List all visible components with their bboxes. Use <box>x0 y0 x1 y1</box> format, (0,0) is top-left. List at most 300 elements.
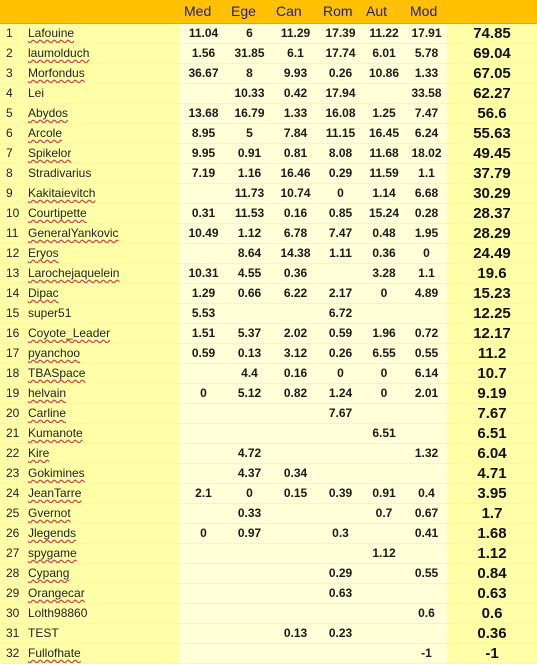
cell-mod[interactable]: 1.1 <box>406 164 447 184</box>
cell-med[interactable]: 1.29 <box>180 284 227 304</box>
cell-med[interactable]: 2.1 <box>180 484 227 504</box>
cell-med[interactable]: 1.51 <box>180 324 227 344</box>
cell-mod[interactable]: 1.1 <box>406 264 447 284</box>
cell-player-name[interactable]: Kakitaievitch <box>28 184 180 204</box>
cell-med[interactable] <box>180 444 227 464</box>
cell-aut[interactable] <box>362 624 406 644</box>
cell-ege[interactable] <box>227 404 272 424</box>
cell-rom[interactable] <box>319 604 362 624</box>
cell-rom[interactable]: 0.26 <box>319 344 362 364</box>
cell-can[interactable]: 0.42 <box>272 84 319 104</box>
cell-total[interactable]: 1.68 <box>447 524 537 544</box>
header-ege[interactable]: Ege <box>227 0 272 24</box>
cell-total[interactable]: 49.45 <box>447 144 537 164</box>
cell-rom[interactable]: 0.29 <box>319 164 362 184</box>
cell-ege[interactable] <box>227 584 272 604</box>
cell-rom[interactable]: 0.85 <box>319 204 362 224</box>
cell-can[interactable] <box>272 424 319 444</box>
cell-rank[interactable]: 19 <box>0 384 28 404</box>
cell-total[interactable]: 11.2 <box>447 344 537 364</box>
cell-mod[interactable]: 2.01 <box>406 384 447 404</box>
cell-rank[interactable]: 16 <box>0 324 28 344</box>
cell-total[interactable]: 55.63 <box>447 124 537 144</box>
cell-aut[interactable]: 1.12 <box>362 544 406 564</box>
cell-aut[interactable]: 10.86 <box>362 64 406 84</box>
cell-aut[interactable] <box>362 84 406 104</box>
cell-rom[interactable] <box>319 424 362 444</box>
cell-mod[interactable] <box>406 624 447 644</box>
cell-med[interactable] <box>180 84 227 104</box>
cell-rank[interactable]: 25 <box>0 504 28 524</box>
cell-can[interactable]: 10.74 <box>272 184 319 204</box>
cell-rom[interactable] <box>319 464 362 484</box>
cell-player-name[interactable]: TBASpace <box>28 364 180 384</box>
cell-rom[interactable]: 0.23 <box>319 624 362 644</box>
cell-med[interactable] <box>180 604 227 624</box>
cell-player-name[interactable]: Courtipette <box>28 204 180 224</box>
cell-rank[interactable]: 20 <box>0 404 28 424</box>
cell-can[interactable]: 0.34 <box>272 464 319 484</box>
cell-total[interactable]: 10.7 <box>447 364 537 384</box>
cell-mod[interactable]: 0.72 <box>406 324 447 344</box>
cell-rom[interactable]: 6.72 <box>319 304 362 324</box>
cell-can[interactable]: 0.36 <box>272 264 319 284</box>
cell-player-name[interactable]: Lei <box>28 84 180 104</box>
cell-rank[interactable]: 11 <box>0 224 28 244</box>
cell-mod[interactable]: 6.68 <box>406 184 447 204</box>
cell-can[interactable] <box>272 304 319 324</box>
cell-can[interactable] <box>272 524 319 544</box>
cell-med[interactable]: 1.56 <box>180 44 227 64</box>
cell-can[interactable] <box>272 444 319 464</box>
cell-med[interactable]: 0 <box>180 384 227 404</box>
cell-can[interactable] <box>272 604 319 624</box>
cell-med[interactable] <box>180 464 227 484</box>
cell-aut[interactable] <box>362 524 406 544</box>
cell-rom[interactable]: 1.24 <box>319 384 362 404</box>
cell-total[interactable]: 67.05 <box>447 64 537 84</box>
cell-ege[interactable]: 10.33 <box>227 84 272 104</box>
cell-aut[interactable]: 0.48 <box>362 224 406 244</box>
cell-total[interactable]: 69.04 <box>447 44 537 64</box>
cell-mod[interactable]: 6.24 <box>406 124 447 144</box>
cell-mod[interactable]: 0.55 <box>406 344 447 364</box>
cell-rom[interactable] <box>319 544 362 564</box>
cell-med[interactable] <box>180 404 227 424</box>
cell-rom[interactable] <box>319 644 362 664</box>
cell-rank[interactable]: 15 <box>0 304 28 324</box>
cell-player-name[interactable]: Cypang <box>28 564 180 584</box>
cell-total[interactable]: 12.25 <box>447 304 537 324</box>
cell-total[interactable]: 28.37 <box>447 204 537 224</box>
header-med[interactable]: Med <box>180 0 227 24</box>
cell-med[interactable]: 0.31 <box>180 204 227 224</box>
cell-med[interactable]: 9.95 <box>180 144 227 164</box>
cell-total[interactable]: 56.6 <box>447 104 537 124</box>
cell-rank[interactable]: 8 <box>0 164 28 184</box>
cell-rom[interactable]: 17.39 <box>319 24 362 44</box>
cell-rom[interactable]: 7.47 <box>319 224 362 244</box>
cell-ege[interactable]: 8 <box>227 64 272 84</box>
cell-med[interactable]: 8.95 <box>180 124 227 144</box>
cell-mod[interactable]: 1.32 <box>406 444 447 464</box>
cell-ege[interactable]: 0.33 <box>227 504 272 524</box>
cell-mod[interactable]: 1.95 <box>406 224 447 244</box>
cell-total[interactable]: 1.12 <box>447 544 537 564</box>
cell-rank[interactable]: 26 <box>0 524 28 544</box>
cell-can[interactable] <box>272 504 319 524</box>
cell-mod[interactable]: 0.41 <box>406 524 447 544</box>
cell-med[interactable]: 0.59 <box>180 344 227 364</box>
cell-player-name[interactable]: JeanTarre <box>28 484 180 504</box>
cell-med[interactable] <box>180 184 227 204</box>
cell-can[interactable]: 16.46 <box>272 164 319 184</box>
cell-aut[interactable]: 3.28 <box>362 264 406 284</box>
cell-player-name[interactable]: Jlegends <box>28 524 180 544</box>
cell-ege[interactable] <box>227 644 272 664</box>
cell-rank[interactable]: 18 <box>0 364 28 384</box>
cell-can[interactable]: 6.22 <box>272 284 319 304</box>
cell-rom[interactable]: 0 <box>319 184 362 204</box>
cell-player-name[interactable]: Stradivarius <box>28 164 180 184</box>
cell-aut[interactable] <box>362 584 406 604</box>
cell-player-name[interactable]: Kumanote <box>28 424 180 444</box>
cell-rank[interactable]: 29 <box>0 584 28 604</box>
cell-rank[interactable]: 32 <box>0 644 28 664</box>
cell-rank[interactable]: 13 <box>0 264 28 284</box>
cell-ege[interactable]: 16.79 <box>227 104 272 124</box>
cell-aut[interactable] <box>362 644 406 664</box>
cell-rank[interactable]: 4 <box>0 84 28 104</box>
cell-rom[interactable] <box>319 444 362 464</box>
cell-ege[interactable] <box>227 544 272 564</box>
cell-mod[interactable]: 0.6 <box>406 604 447 624</box>
cell-mod[interactable] <box>406 424 447 444</box>
cell-player-name[interactable]: Lafouine <box>28 24 180 44</box>
cell-total[interactable]: 9.19 <box>447 384 537 404</box>
cell-rank[interactable]: 30 <box>0 604 28 624</box>
cell-aut[interactable]: 11.59 <box>362 164 406 184</box>
cell-mod[interactable]: 0.55 <box>406 564 447 584</box>
cell-aut[interactable]: 0.36 <box>362 244 406 264</box>
cell-rank[interactable]: 23 <box>0 464 28 484</box>
table-row <box>0 264 537 284</box>
cell-rom[interactable]: 16.08 <box>319 104 362 124</box>
cell-ege[interactable] <box>227 604 272 624</box>
cell-rank[interactable]: 12 <box>0 244 28 264</box>
cell-aut[interactable] <box>362 404 406 424</box>
cell-rank[interactable]: 28 <box>0 564 28 584</box>
cell-total[interactable]: 19.6 <box>447 264 537 284</box>
cell-total[interactable]: 74.85 <box>447 24 537 44</box>
cell-ege[interactable] <box>227 424 272 444</box>
cell-can[interactable] <box>272 644 319 664</box>
cell-ege[interactable]: 11.53 <box>227 204 272 224</box>
cell-total[interactable]: 1.7 <box>447 504 537 524</box>
cell-mod[interactable]: 5.78 <box>406 44 447 64</box>
cell-rom[interactable]: 0.39 <box>319 484 362 504</box>
cell-total[interactable]: 24.49 <box>447 244 537 264</box>
cell-med[interactable]: 13.68 <box>180 104 227 124</box>
cell-can[interactable]: 9.93 <box>272 64 319 84</box>
cell-aut[interactable]: 16.45 <box>362 124 406 144</box>
cell-player-name[interactable]: spygame <box>28 544 180 564</box>
cell-aut[interactable]: 0 <box>362 284 406 304</box>
cell-aut[interactable]: 6.51 <box>362 424 406 444</box>
cell-aut[interactable]: 1.96 <box>362 324 406 344</box>
cell-aut[interactable] <box>362 564 406 584</box>
cell-player-name[interactable]: Lolth98860 <box>28 604 180 624</box>
cell-med[interactable]: 11.04 <box>180 24 227 44</box>
cell-player-name[interactable]: Morfondus <box>28 64 180 84</box>
cell-ege[interactable]: 4.55 <box>227 264 272 284</box>
cell-ege[interactable]: 5 <box>227 124 272 144</box>
cell-ege[interactable]: 6 <box>227 24 272 44</box>
cell-aut[interactable]: 0 <box>362 384 406 404</box>
cell-rank[interactable]: 17 <box>0 344 28 364</box>
cell-aut[interactable]: 6.01 <box>362 44 406 64</box>
cell-med[interactable] <box>180 364 227 384</box>
cell-rom[interactable] <box>319 264 362 284</box>
cell-rank[interactable]: 31 <box>0 624 28 644</box>
cell-rom[interactable]: 8.08 <box>319 144 362 164</box>
cell-ege[interactable] <box>227 624 272 644</box>
cell-player-name[interactable]: laumolduch <box>28 44 180 64</box>
cell-rank[interactable]: 21 <box>0 424 28 444</box>
cell-can[interactable]: 7.84 <box>272 124 319 144</box>
cell-rank[interactable]: 22 <box>0 444 28 464</box>
cell-can[interactable]: 0.16 <box>272 364 319 384</box>
cell-mod[interactable]: 0.28 <box>406 204 447 224</box>
header-mod[interactable]: Mod <box>406 0 447 24</box>
cell-can[interactable]: 14.38 <box>272 244 319 264</box>
cell-rank[interactable]: 14 <box>0 284 28 304</box>
table-row <box>0 84 537 104</box>
cell-mod[interactable]: -1 <box>406 644 447 664</box>
table-row <box>0 504 537 524</box>
cell-ege[interactable] <box>227 304 272 324</box>
cell-aut[interactable]: 11.68 <box>362 144 406 164</box>
cell-med[interactable] <box>180 624 227 644</box>
cell-rom[interactable]: 0.26 <box>319 64 362 84</box>
cell-ege[interactable]: 31.85 <box>227 44 272 64</box>
cell-aut[interactable]: 1.25 <box>362 104 406 124</box>
cell-total[interactable]: 0.36 <box>447 624 537 644</box>
cell-total[interactable]: 28.29 <box>447 224 537 244</box>
cell-player-name[interactable]: super51 <box>28 304 180 324</box>
cell-aut[interactable]: 0.91 <box>362 484 406 504</box>
cell-med[interactable]: 7.19 <box>180 164 227 184</box>
cell-total[interactable]: 37.79 <box>447 164 537 184</box>
cell-total[interactable]: -1 <box>447 644 537 664</box>
cell-total[interactable]: 62.27 <box>447 84 537 104</box>
cell-total[interactable]: 0.84 <box>447 564 537 584</box>
cell-med[interactable] <box>180 504 227 524</box>
cell-mod[interactable] <box>406 584 447 604</box>
cell-player-name[interactable]: Fullofhate <box>28 644 180 664</box>
cell-rank[interactable]: 3 <box>0 64 28 84</box>
cell-mod[interactable] <box>406 544 447 564</box>
cell-can[interactable] <box>272 544 319 564</box>
cell-player-name[interactable]: TEST <box>28 624 180 644</box>
cell-total[interactable]: 0.6 <box>447 604 537 624</box>
cell-rom[interactable]: 0.29 <box>319 564 362 584</box>
cell-player-name[interactable]: Larochejaquelein <box>28 264 180 284</box>
cell-rank[interactable]: 27 <box>0 544 28 564</box>
cell-rank[interactable]: 6 <box>0 124 28 144</box>
cell-player-name[interactable]: Gvernot <box>28 504 180 524</box>
cell-med[interactable]: 36.67 <box>180 64 227 84</box>
cell-player-name[interactable]: Spikelor <box>28 144 180 164</box>
cell-player-name[interactable]: Abydos <box>28 104 180 124</box>
cell-med[interactable] <box>180 424 227 444</box>
cell-mod[interactable] <box>406 464 447 484</box>
cell-mod[interactable]: 0.4 <box>406 484 447 504</box>
cell-mod[interactable]: 0 <box>406 244 447 264</box>
cell-rom[interactable]: 11.15 <box>319 124 362 144</box>
cell-mod[interactable]: 7.47 <box>406 104 447 124</box>
cell-aut[interactable] <box>362 444 406 464</box>
cell-rom[interactable]: 1.11 <box>319 244 362 264</box>
cell-total[interactable]: 6.04 <box>447 444 537 464</box>
cell-can[interactable]: 1.33 <box>272 104 319 124</box>
cell-can[interactable]: 3.12 <box>272 344 319 364</box>
cell-total[interactable]: 12.17 <box>447 324 537 344</box>
cell-player-name[interactable]: Coyote_Leader <box>28 324 180 344</box>
cell-ege[interactable]: 11.73 <box>227 184 272 204</box>
cell-can[interactable] <box>272 404 319 424</box>
cell-ege[interactable]: 0.13 <box>227 344 272 364</box>
cell-can[interactable]: 2.02 <box>272 324 319 344</box>
cell-ege[interactable]: 4.72 <box>227 444 272 464</box>
cell-mod[interactable]: 33.58 <box>406 84 447 104</box>
header-rom[interactable]: Rom <box>319 0 362 24</box>
cell-total[interactable]: 4.71 <box>447 464 537 484</box>
cell-rom[interactable]: 7.67 <box>319 404 362 424</box>
cell-total[interactable]: 7.67 <box>447 404 537 424</box>
cell-ege[interactable]: 8.64 <box>227 244 272 264</box>
cell-med[interactable] <box>180 544 227 564</box>
cell-ege[interactable]: 1.16 <box>227 164 272 184</box>
cell-can[interactable]: 11.29 <box>272 24 319 44</box>
cell-mod[interactable]: 18.02 <box>406 144 447 164</box>
cell-med[interactable] <box>180 644 227 664</box>
cell-aut[interactable]: 0.7 <box>362 504 406 524</box>
cell-med[interactable]: 5.53 <box>180 304 227 324</box>
cell-player-name[interactable]: GeneralYankovic <box>28 224 180 244</box>
cell-can[interactable]: 0.82 <box>272 384 319 404</box>
cell-aut[interactable] <box>362 604 406 624</box>
cell-med[interactable]: 10.49 <box>180 224 227 244</box>
cell-can[interactable]: 0.16 <box>272 204 319 224</box>
cell-total[interactable]: 6.51 <box>447 424 537 444</box>
cell-can[interactable]: 0.15 <box>272 484 319 504</box>
cell-rom[interactable] <box>319 504 362 524</box>
cell-rom[interactable]: 0.3 <box>319 524 362 544</box>
header-aut[interactable]: Aut <box>362 0 406 24</box>
cell-ege[interactable]: 4.4 <box>227 364 272 384</box>
cell-ege[interactable]: 5.12 <box>227 384 272 404</box>
header-can[interactable]: Can <box>272 0 319 24</box>
cell-aut[interactable]: 11.22 <box>362 24 406 44</box>
cell-aut[interactable]: 6.55 <box>362 344 406 364</box>
cell-aut[interactable]: 1.14 <box>362 184 406 204</box>
cell-can[interactable] <box>272 564 319 584</box>
cell-can[interactable]: 0.13 <box>272 624 319 644</box>
cell-med[interactable] <box>180 584 227 604</box>
cell-rom[interactable]: 0.63 <box>319 584 362 604</box>
cell-rank[interactable]: 9 <box>0 184 28 204</box>
cell-med[interactable]: 10.31 <box>180 264 227 284</box>
cell-mod[interactable] <box>406 304 447 324</box>
cell-rank[interactable]: 7 <box>0 144 28 164</box>
cell-rank[interactable]: 5 <box>0 104 28 124</box>
cell-player-name[interactable]: Arcole <box>28 124 180 144</box>
cell-can[interactable]: 0.81 <box>272 144 319 164</box>
cell-med[interactable] <box>180 244 227 264</box>
header-rank[interactable] <box>0 0 28 24</box>
cell-player-name[interactable]: Kire <box>28 444 180 464</box>
cell-rom[interactable]: 17.74 <box>319 44 362 64</box>
cell-can[interactable]: 6.1 <box>272 44 319 64</box>
cell-ege[interactable]: 1.12 <box>227 224 272 244</box>
cell-ege[interactable]: 0.66 <box>227 284 272 304</box>
cell-aut[interactable] <box>362 464 406 484</box>
cell-player-name[interactable]: helvain <box>28 384 180 404</box>
cell-player-name[interactable]: Dipac <box>28 284 180 304</box>
cell-rank[interactable]: 10 <box>0 204 28 224</box>
cell-player-name[interactable]: Carline <box>28 404 180 424</box>
cell-aut[interactable]: 15.24 <box>362 204 406 224</box>
cell-total[interactable]: 15.23 <box>447 284 537 304</box>
cell-rank[interactable]: 1 <box>0 24 28 44</box>
cell-player-name[interactable]: pyanchoo <box>28 344 180 364</box>
cell-ege[interactable]: 4.37 <box>227 464 272 484</box>
cell-med[interactable] <box>180 564 227 584</box>
cell-aut[interactable]: 0 <box>362 364 406 384</box>
cell-mod[interactable] <box>406 404 447 424</box>
cell-mod[interactable]: 1.33 <box>406 64 447 84</box>
cell-rom[interactable]: 0 <box>319 364 362 384</box>
cell-rank[interactable]: 24 <box>0 484 28 504</box>
cell-ege[interactable]: 0 <box>227 484 272 504</box>
cell-rom[interactable]: 2.17 <box>319 284 362 304</box>
cell-total[interactable]: 30.29 <box>447 184 537 204</box>
cell-can[interactable]: 6.78 <box>272 224 319 244</box>
header-name[interactable] <box>28 0 180 24</box>
cell-player-name[interactable]: Eryos <box>28 244 180 264</box>
cell-mod[interactable]: 17.91 <box>406 24 447 44</box>
cell-ege[interactable]: 5.37 <box>227 324 272 344</box>
cell-player-name[interactable]: Orangecar <box>28 584 180 604</box>
cell-ege[interactable]: 0.97 <box>227 524 272 544</box>
cell-mod[interactable]: 4.89 <box>406 284 447 304</box>
cell-mod[interactable]: 6.14 <box>406 364 447 384</box>
header-total[interactable] <box>447 0 537 24</box>
cell-player-name[interactable]: Gokimines <box>28 464 180 484</box>
cell-total[interactable]: 3.95 <box>447 484 537 504</box>
cell-ege[interactable] <box>227 564 272 584</box>
cell-mod[interactable]: 0.67 <box>406 504 447 524</box>
cell-rom[interactable]: 0.59 <box>319 324 362 344</box>
cell-ege[interactable]: 0.91 <box>227 144 272 164</box>
cell-rom[interactable]: 17.94 <box>319 84 362 104</box>
cell-rank[interactable]: 2 <box>0 44 28 64</box>
cell-total[interactable]: 0.63 <box>447 584 537 604</box>
cell-med[interactable]: 0 <box>180 524 227 544</box>
cell-can[interactable] <box>272 584 319 604</box>
cell-aut[interactable] <box>362 304 406 324</box>
